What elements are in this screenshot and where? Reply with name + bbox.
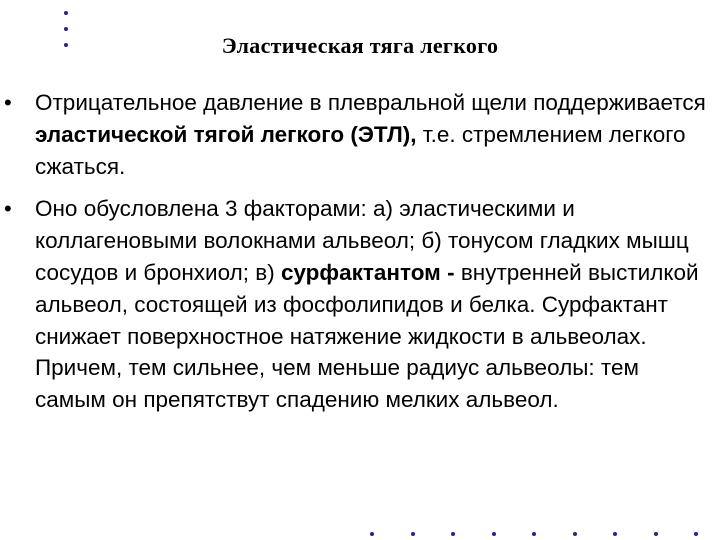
slide-title: Эластическая тяга легкого: [221, 33, 499, 58]
bullet-item: [4, 193, 710, 416]
decor-dot: [654, 532, 658, 536]
decor-dot: [573, 532, 577, 536]
decor-dot: [64, 11, 68, 15]
bullet-bold-term: эластической тягой легкого (ЭТЛ),: [35, 121, 417, 147]
bullet-text: Оно обусловлена 3 факторами: а) эластическими и коллагеновыми волокнами альвеол; б) тонусом гладких мышц сосудов и бронхиол; в): [35, 196, 689, 285]
bullet-list: [4, 87, 710, 416]
bullet-bold-term: сурфактантом -: [280, 259, 455, 285]
decor-dot: [411, 532, 415, 536]
bullet-mark: •: [4, 196, 12, 222]
decor-dot: [492, 532, 496, 536]
decor-dot: [370, 532, 374, 536]
decor-dot: [694, 532, 698, 536]
decor-dot: [451, 532, 455, 536]
bullet-text: т.е. стремлением легкого сжаться.: [35, 121, 686, 179]
bullet-mark: •: [4, 90, 12, 115]
decor-dot: [532, 532, 536, 536]
bullet-text: внутренней выстилкой альвеол, состоящей из фосфолипидов и белка. Сурфактант снижает поверхностное натяжение жидкости в альвеолах. Причем, тем сильнее, чем меньше радиус альвеолы: тем самым он препятствут спадению мелких альвеол.: [35, 259, 699, 413]
bullet-text: Отрицательное давление в плевральной щели поддерживается: [35, 90, 706, 115]
decor-dot: [613, 532, 617, 536]
bullet-item: [4, 87, 710, 182]
